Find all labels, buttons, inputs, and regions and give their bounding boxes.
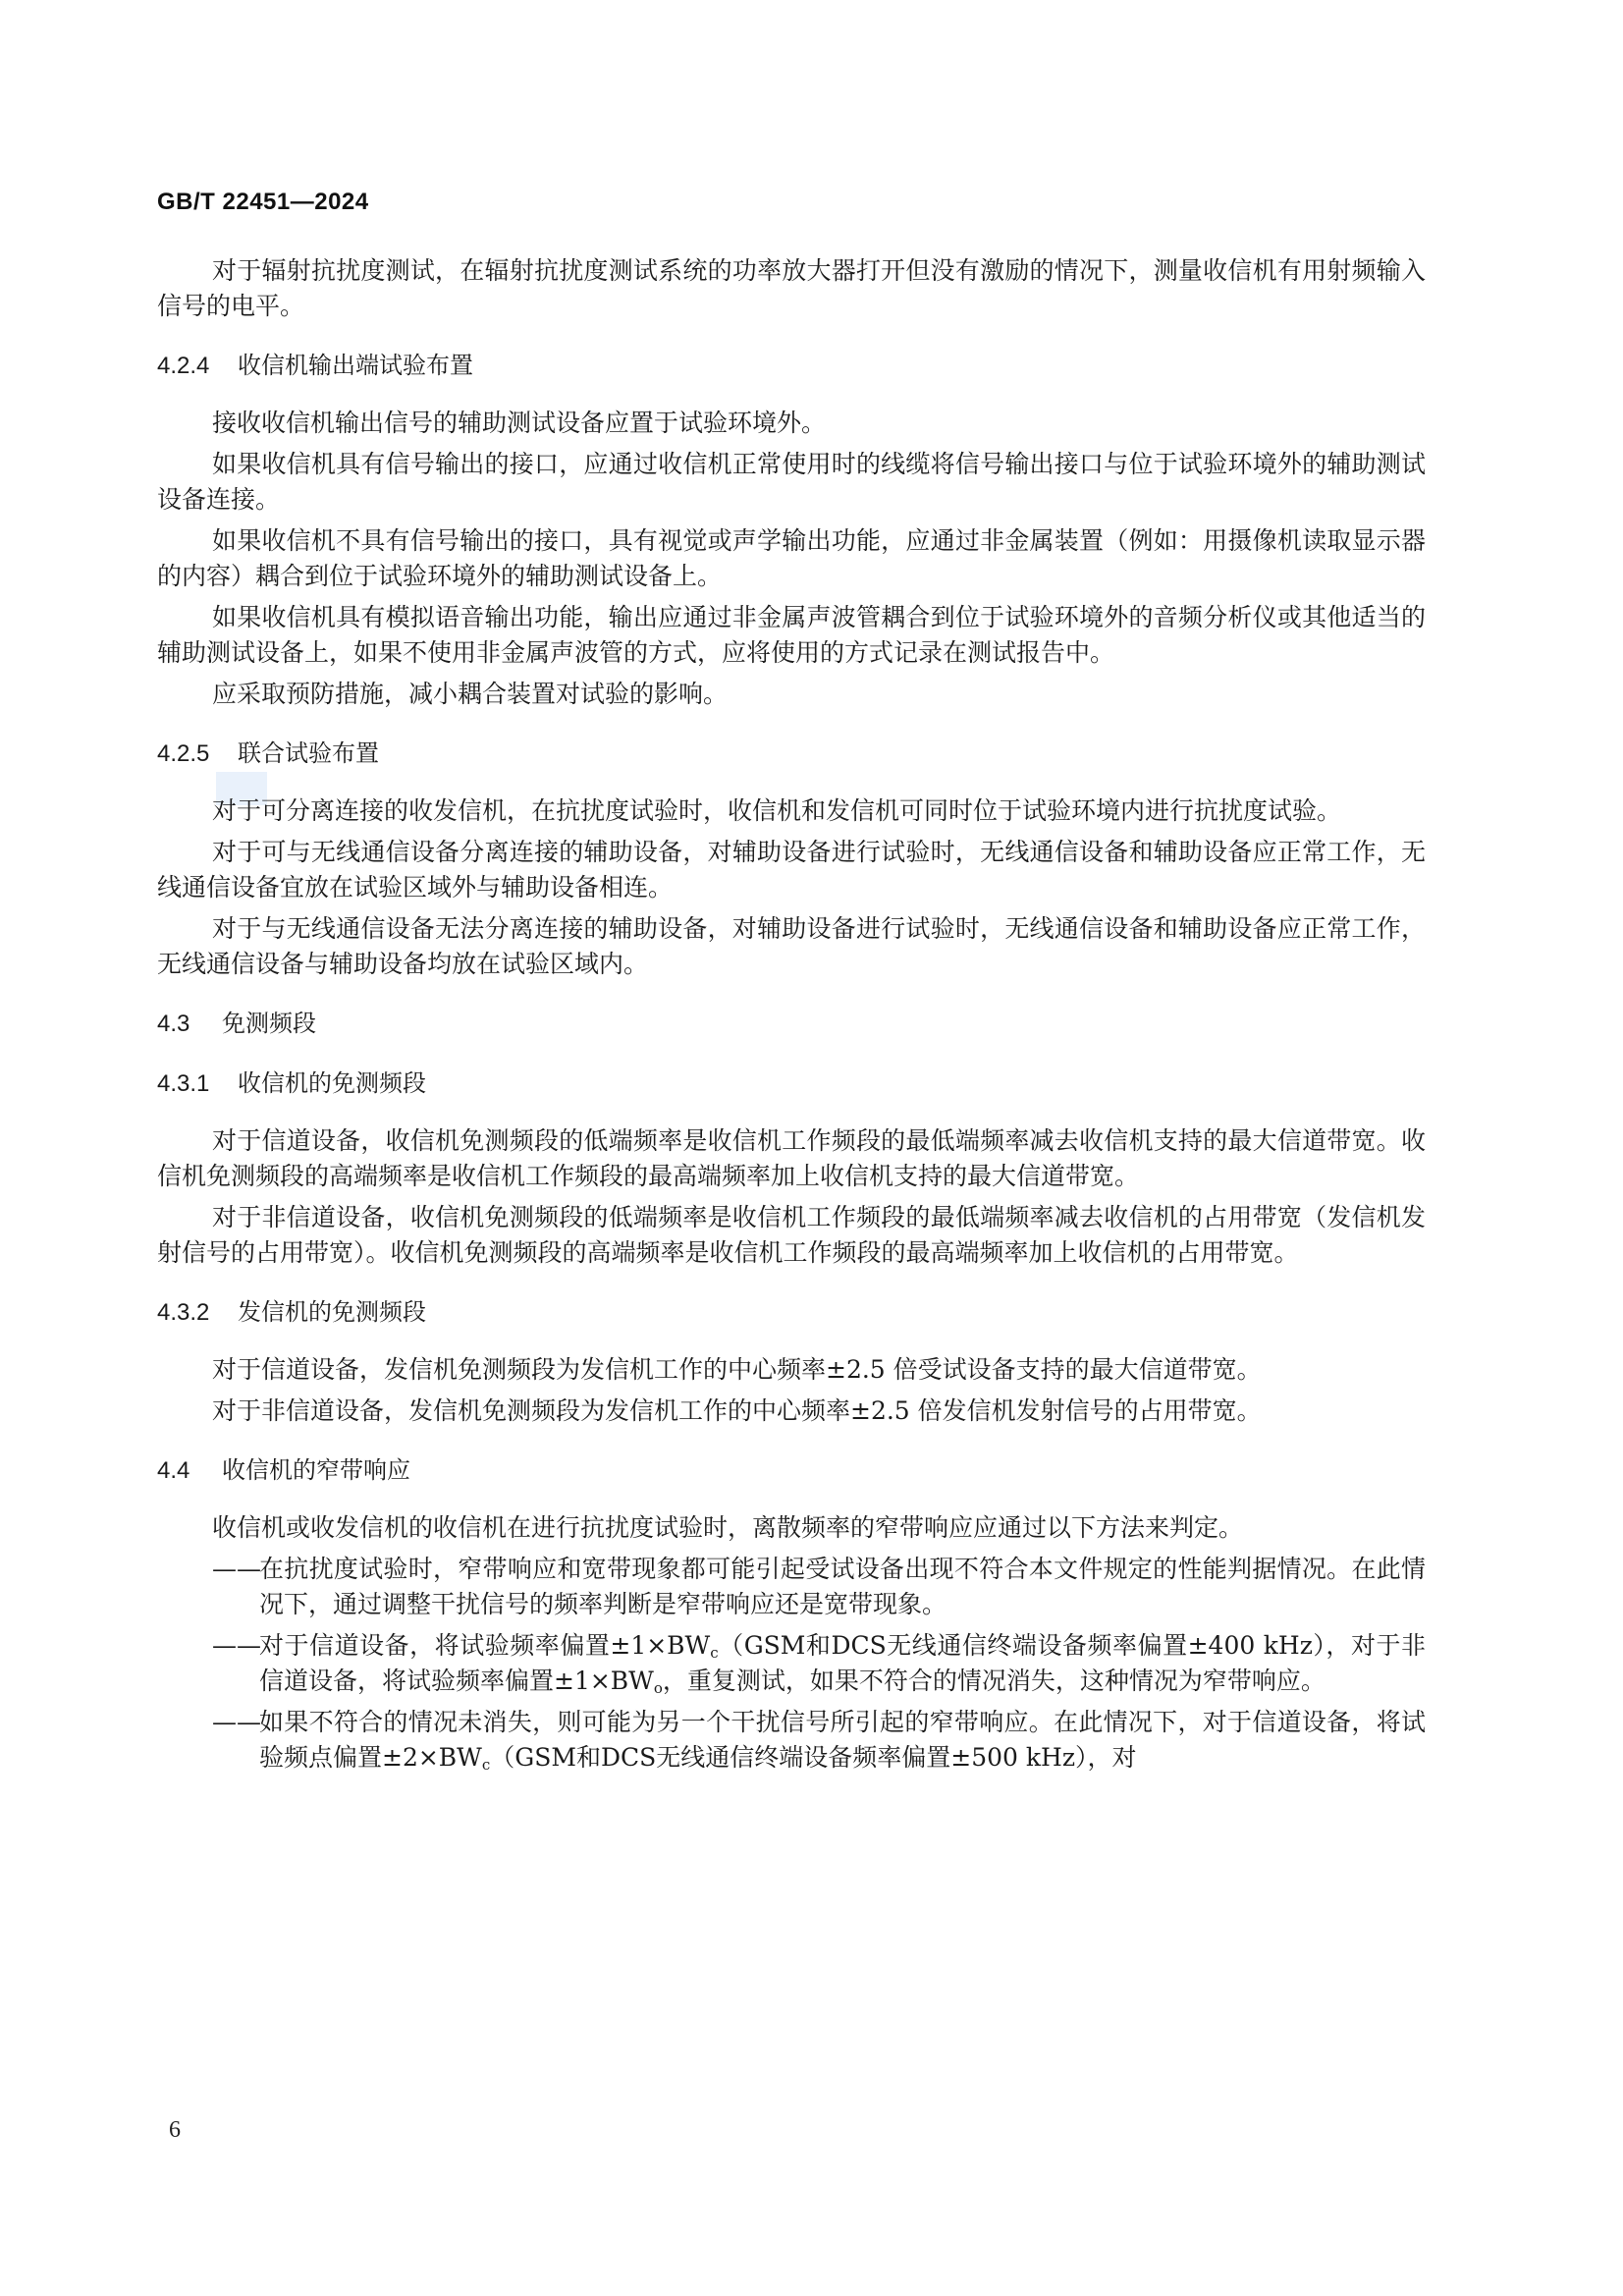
section-heading-4-2-4 — [157, 348, 1426, 384]
paragraph: 如果收信机不具有信号输出的接口，具有视觉或声学输出功能，应通过非金属装置（例如：用摄像机读取显示器的内容）耦合到位于试验环境外的辅助测试设备上。 — [157, 526, 1426, 590]
section-number: 4.3.2 — [157, 1299, 210, 1326]
section-title: 收信机的窄带响应 — [222, 1456, 410, 1484]
section-heading-4-3 — [157, 1006, 1426, 1042]
section-title: 收信机的免测频段 — [238, 1069, 426, 1097]
list-item — [212, 1628, 1426, 1699]
section-number: 4.2.4 — [157, 353, 210, 379]
list-item-text: 如果不符合的情况未消失，则可能为另一个干扰信号所引起的窄带响应。在此情况下，对于信道设备，将试验频点偏置±2×BW — [259, 1708, 1426, 1772]
section-title: 收信机输出端试验布置 — [238, 352, 473, 379]
section-heading-4-4 — [157, 1452, 1426, 1489]
paragraph: 对于信道设备，收信机免测频段的低端频率是收信机工作频段的最低端频率减去收信机支持的最大信道带宽。收信机免测频段的高端频率是收信机工作频段的最高端频率加上收信机支持的最大信道带宽。 — [157, 1126, 1426, 1190]
paragraph: 如果收信机具有信号输出的接口，应通过收信机正常使用时的线缆将信号输出接口与位于试验环境外的辅助测试设备连接。 — [157, 450, 1426, 514]
list-item-text: （GSM和DCS无线通信终端设备频率偏置±400 kHz），对于非信道设备，将试验频率偏置±1×BW — [259, 1631, 1426, 1695]
list-item-text: 在抗扰度试验时，窄带响应和宽带现象都可能引起受试设备出现不符合本文件规定的性能判据情况。在此情况下，通过调整干扰信号的频率判断是窄带响应还是宽带现象。 — [259, 1555, 1426, 1618]
paragraph: 对于可分离连接的收发信机，在抗扰度试验时，收信机和发信机可同时位于试验环境内进行抗扰度试验。 — [212, 796, 1342, 825]
section-title: 联合试验布置 — [238, 739, 379, 767]
paragraph: 收信机或收发信机的收信机在进行抗扰度试验时，离散频率的窄带响应应通过以下方法来判定。 — [212, 1513, 1244, 1542]
dash-marker: —— — [212, 1631, 261, 1660]
section-title: 免测频段 — [222, 1010, 316, 1037]
paragraph: 对于信道设备，发信机免测频段为发信机工作的中心频率±2.5 倍受试设备支持的最大信道带宽。 — [212, 1355, 1262, 1384]
section-heading-4-2-5 — [157, 736, 1426, 772]
paragraph: 对于辐射抗扰度测试，在辐射抗扰度测试系统的功率放大器打开但没有激励的情况下，测量收信机有用射频输入信号的电平。 — [157, 256, 1426, 320]
section-heading-4-3-1 — [157, 1066, 1426, 1102]
list-item-text: 对于信道设备，将试验频率偏置±1×BW — [259, 1631, 711, 1660]
section-title: 发信机的免测频段 — [238, 1298, 426, 1326]
section-number: 4.4 — [157, 1457, 190, 1484]
section-number: 4.2.5 — [157, 740, 210, 767]
paragraph: 对于可与无线通信设备分离连接的辅助设备，对辅助设备进行试验时，无线通信设备和辅助设备应正常工作，无线通信设备宜放在试验区域外与辅助设备相连。 — [157, 838, 1426, 902]
paragraph: 对于非信道设备，发信机免测频段为发信机工作的中心频率±2.5 倍发信机发射信号的占用带宽。 — [212, 1396, 1262, 1425]
standard-header: GB/T 22451—2024 — [157, 189, 369, 215]
list-item — [212, 1705, 1426, 1776]
paragraph: 如果收信机具有模拟语音输出功能，输出应通过非金属声波管耦合到位于试验环境外的音频分析仪或其他适当的辅助测试设备上，如果不使用非金属声波管的方式，应将使用的方式记录在测试报告中。 — [157, 603, 1426, 667]
subscript: o — [653, 1679, 663, 1697]
paragraph: 接收收信机输出信号的辅助测试设备应置于试验环境外。 — [212, 409, 827, 437]
list-item-text: （GSM和DCS无线通信终端设备频率偏置±500 kHz），对 — [490, 1743, 1137, 1772]
list-item — [212, 1552, 1426, 1622]
dash-marker: —— — [212, 1708, 261, 1736]
subscript: c — [710, 1644, 719, 1662]
paragraph: 对于非信道设备，收信机免测频段的低端频率是收信机工作频段的最低端频率减去收信机的占用带宽（发信机发射信号的占用带宽）。收信机免测频段的高端频率是收信机工作频段的最高端频率加上收信机的占用带宽。 — [157, 1203, 1426, 1267]
subscript: c — [481, 1756, 491, 1774]
page-number: 6 — [169, 2117, 181, 2143]
paragraph: 应采取预防措施，减小耦合装置对试验的影响。 — [212, 680, 729, 708]
section-number: 4.3 — [157, 1011, 190, 1037]
dash-marker: —— — [212, 1555, 261, 1583]
page-content — [157, 253, 1426, 1781]
paragraph: 对于与无线通信设备无法分离连接的辅助设备，对辅助设备进行试验时，无线通信设备和辅助设备应正常工作，无线通信设备与辅助设备均放在试验区域内。 — [157, 914, 1426, 978]
section-heading-4-3-2 — [157, 1294, 1426, 1331]
list-item-text: ，重复测试，如果不符合的情况消失，这种情况为窄带响应。 — [662, 1667, 1325, 1695]
section-number: 4.3.1 — [157, 1070, 210, 1097]
